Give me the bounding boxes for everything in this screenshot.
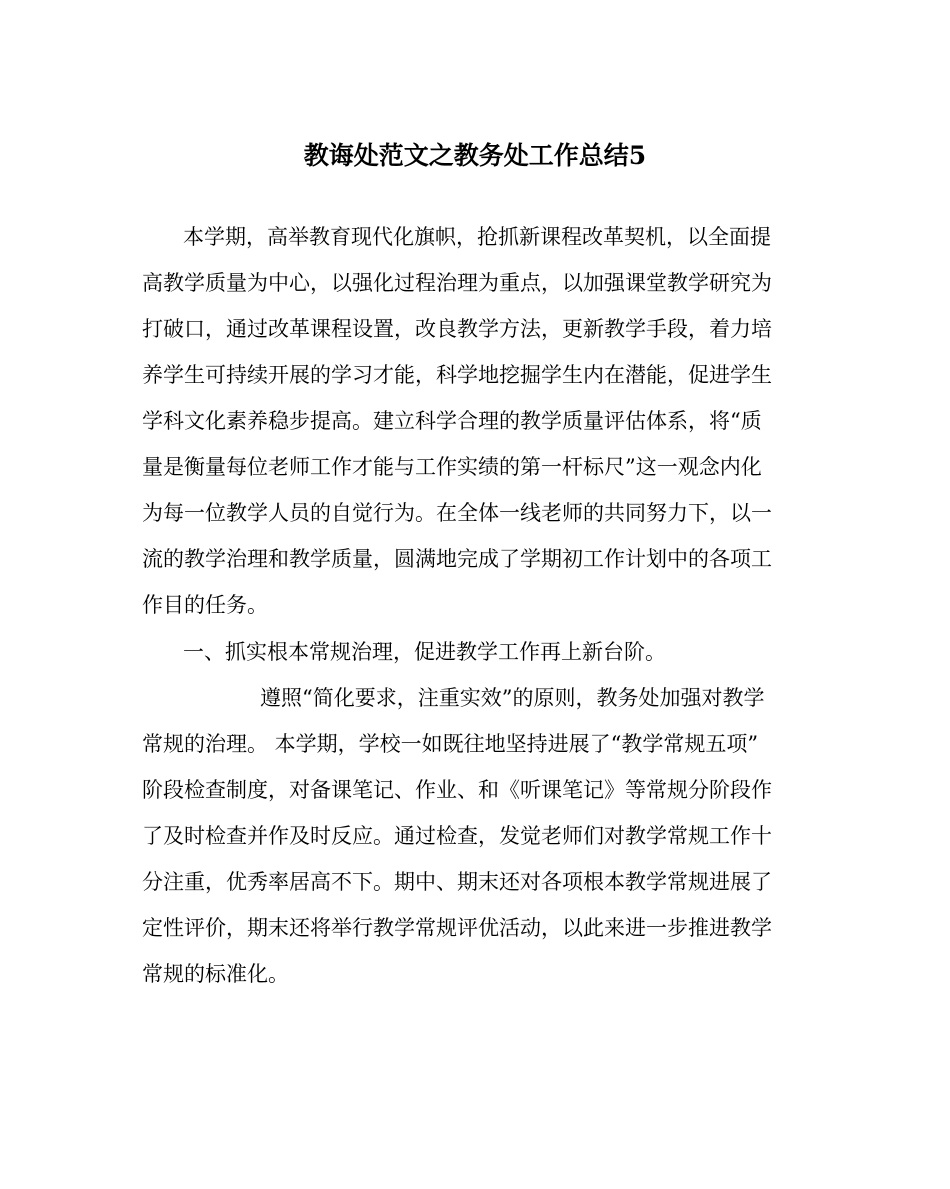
paragraph-line: 本学期，高举教育现代化旗帜，抢抓新课程改革契机，以全面提 [183,225,771,249]
paragraph-line: 分注重，优秀率居高不下。期中、期末还对各项根本教学常规进展了 [142,870,772,894]
paragraph-line: 量是衡量每位老师工作才能与工作实绩的第一杆标尺”这一观念内化 [142,455,762,479]
document-title: 教诲处范文之教务处工作总结5 [303,141,647,170]
paragraph-line: 高教学质量为中心，以强化过程治理为重点，以加强课堂教学研究为 [142,271,772,295]
paragraph-line: 为每一位教学人员的自觉行为。在全体一线老师的共同努力下，以一 [142,501,772,525]
paragraph-line: 了及时检查并作及时反应。通过检查，发觉老师们对教学常规工作十 [142,824,772,848]
paragraph-line: 作目的任务。 [142,593,268,617]
paragraph-line: 常规的标准化。 [142,962,289,986]
paragraph-line: 常规的治理。 本学期，学校一如既往地坚持进展了“教学常规五项” [142,732,759,756]
paragraph-line: 打破口，通过改革课程设置，改良教学方法，更新教学手段，着力培 [142,317,772,341]
paragraph-line: 定性评价，期末还将举行教学常规评优活动，以此来进一步推进教学 [142,916,772,940]
section-heading: 一、抓实根本常规治理，促进教学工作再上新台阶。 [183,640,666,664]
paragraph-line: 流的教学治理和教学质量，圆满地完成了学期初工作计划中的各项工 [142,547,772,571]
paragraph-line: 养学生可持续开展的学习才能，科学地挖掘学生内在潜能，促进学生 [142,363,772,387]
paragraph-line: 学科文化素养稳步提高。建立科学合理的教学质量评估体系，将“质 [142,409,762,433]
paragraph-line: 阶段检查制度，对备课笔记、作业、和《听课笔记》等常规分阶段作 [142,778,772,802]
paragraph-line: 遵照“简化要求，注重实效”的原则，教务处加强对教学 [260,686,765,710]
